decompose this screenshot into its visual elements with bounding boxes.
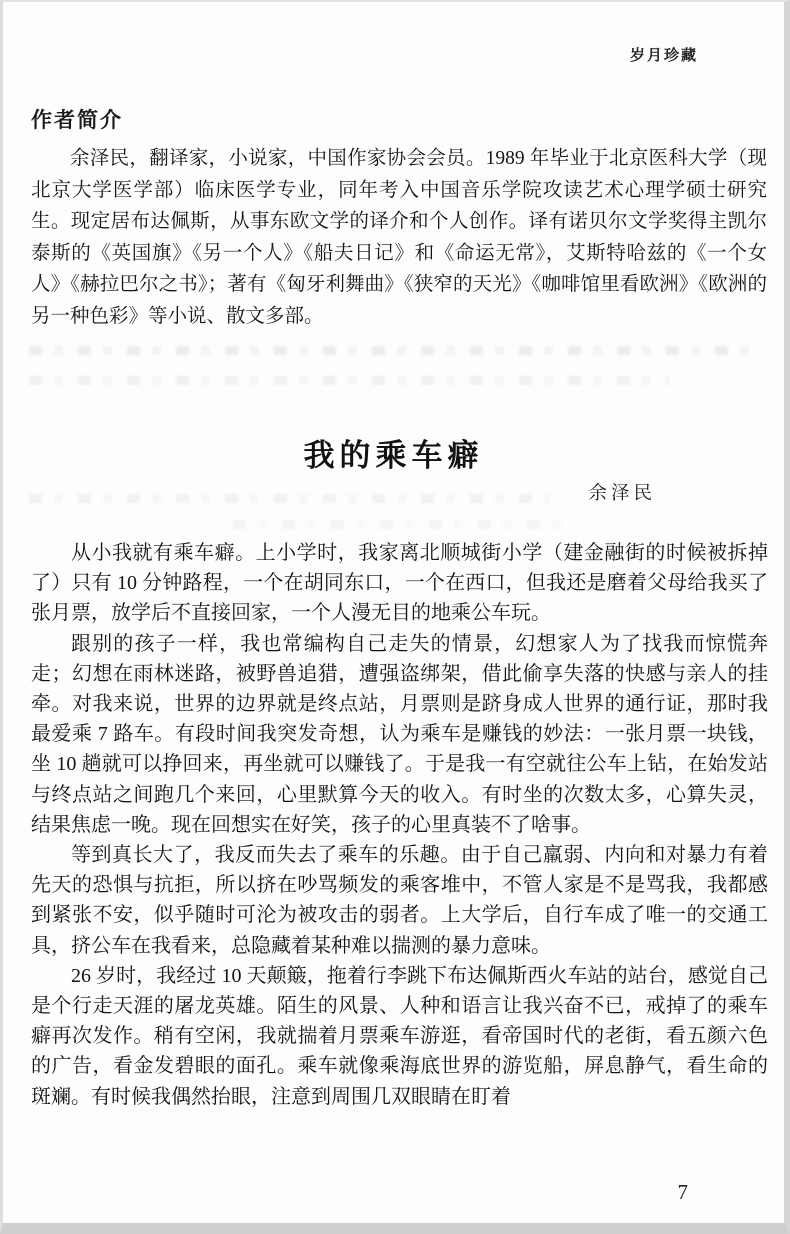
running-head: 岁月珍藏 (629, 47, 698, 64)
article-paragraph: 从小我就有乘车癖。上小学时，我家离北顺城街小学（建金融街的时候被拆掉了）只有 10 分钟路程，一个在胡同东口，一个在西口，但我还是磨着父母给我买了张月票，放学后不直接回家，一个人漫无目的地乘公车玩。 (31, 542, 768, 625)
article-paragraph: 等到真长大了，我反而失去了乘车的乐趣。由于自己羸弱、内向和对暴力有着先天的恐惧与抗拒，所以挤在吵骂频发的乘客堆中，不管人家是不是骂我，我都感到紧张不安，似乎随时可沦为被攻击的弱者。上大学后，自行车成了唯一的交通工具，挤公车在我看来，总隐藏着某种难以揣测的暴力意味。 (31, 844, 768, 957)
scan-artifact (29, 376, 669, 385)
page-number: 7 (677, 1180, 688, 1204)
author-intro-text: 余泽民，翻译家，小说家，中国作家协会会员。1989 年毕业于北京医科大学（现北京大学医学部）临床医学专业，同年考入中国音乐学院攻读艺术心理学硕士研究生。现定居布达佩斯，从事东欧文学的译介和个人创作。译有诺贝尔文学奖得主凯尔泰斯的《英国旗》《另一个人》《船夫日记》和《命运无常》，艾斯特哈兹的《一个女人》《赫拉巴尔之书》；著有《匈牙利舞曲》《狭窄的天光》《咖啡馆里看欧洲》《欧洲的另一种色彩》等小说、散文多部。 (31, 148, 767, 327)
author-intro-heading: 作者简介 (31, 109, 123, 132)
scan-artifact (233, 520, 563, 529)
article-paragraph: 跟别的孩子一样，我也常编构自己走失的情景，幻想家人为了找我而惊慌奔走；幻想在雨林迷路，被野兽追猎，遭强盗绑架，借此偷享失落的快感与亲人的挂牵。对我来说，世界的边界就是终点站，月票则是跻身成人世界的通行证，那时我最爱乘 7 路车。有段时间我突发奇想，认为乘车是赚钱的妙法：一张月票一块钱，坐 10 趟就可以挣回来，再坐就可以赚钱了。于是我一有空就往公车上钻，在始发站与终点站之间跑几个来回，心里默算今天的收入。有时坐的次数太多，心算失灵，结果焦虑一晚。现在回想实在好笑，孩子的心里真装不了啥事。 (31, 632, 768, 836)
article-author-byline: 余泽民 (588, 484, 656, 504)
article-body (31, 538, 768, 1112)
article-paragraph: 26 岁时，我经过 10 天颠簸，拖着行李跳下布达佩斯西火车站的站台，感觉自己是个行走天涯的屠龙英雄。陌生的风景、人种和语言让我兴奋不已，戒掉了的乘车癖再次发作。稍有空闲，我就揣着月票乘车游逛，看帝国时代的老街，看五颜六色的广告，看金发碧眼的面孔。乘车就像乘海底世界的游览船，屏息静气，看生命的斑斓。有时候我偶然抬眼，注意到周围几双眼睛在盯着 (31, 964, 768, 1108)
scan-artifact (29, 346, 749, 355)
scan-artifact (29, 494, 549, 503)
article-title: 我的乘车癖 (303, 437, 484, 473)
